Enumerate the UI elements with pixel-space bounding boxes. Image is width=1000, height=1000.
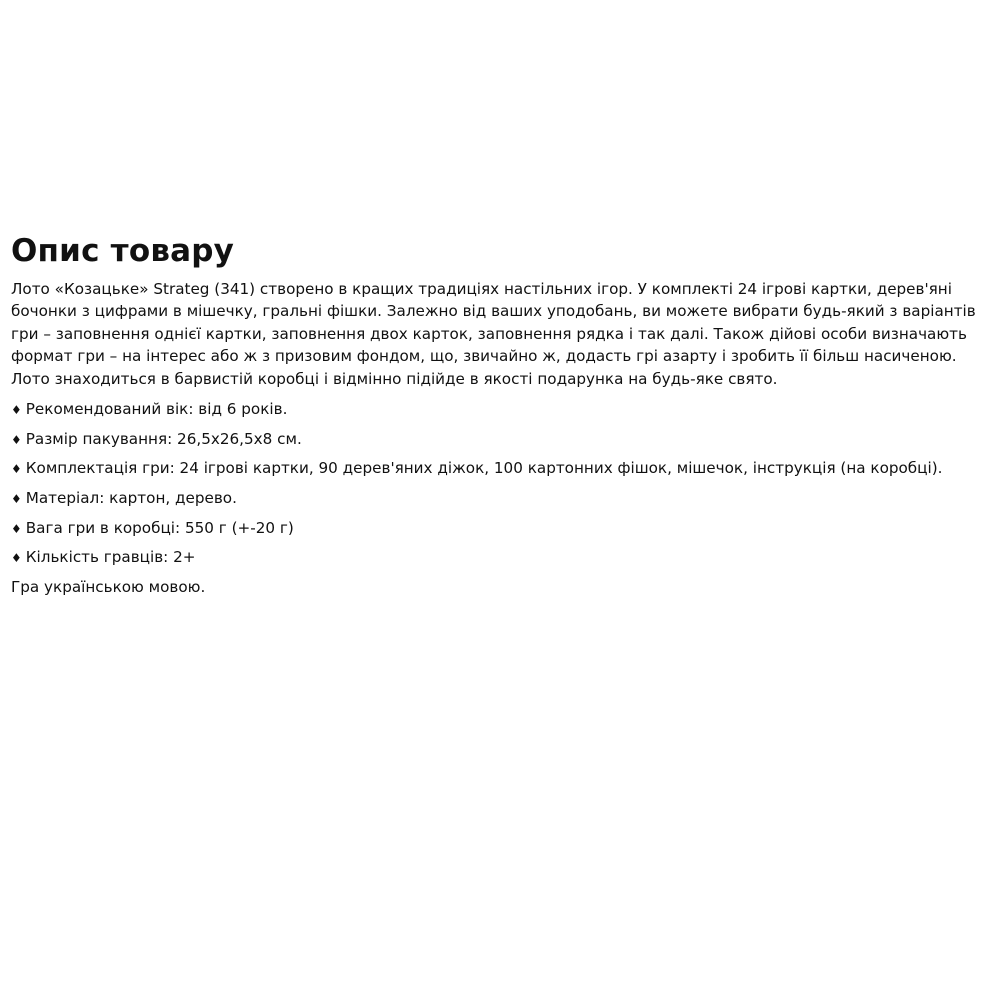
diamond-bullet-icon: ♦ — [11, 551, 22, 566]
product-description-section — [11, 229, 989, 599]
spec-text: Комплектація гри: 24 ігрові картки, 90 дерев'яних діжок, 100 картонних фішок, мішечок, інструкція (на коробці). — [25, 459, 943, 478]
spec-item-players — [11, 546, 989, 568]
language-note: Гра українською мовою. — [11, 578, 206, 597]
spec-item-age — [11, 398, 989, 420]
section-title: Опис товару — [11, 233, 235, 269]
spec-text: Вага гри в коробці: 550 г (+-20 г) — [25, 518, 294, 537]
diamond-bullet-icon: ♦ — [11, 492, 22, 507]
diamond-bullet-icon: ♦ — [11, 432, 22, 447]
spec-text: Кількість гравців: 2+ — [25, 548, 196, 567]
spec-text: Рекомендований вік: від 6 років. — [25, 400, 288, 419]
spec-item-package-size — [11, 428, 989, 450]
diamond-bullet-icon: ♦ — [11, 462, 22, 477]
diamond-bullet-icon: ♦ — [11, 403, 22, 418]
spec-item-material — [11, 487, 989, 509]
specs-list — [11, 398, 989, 569]
spec-text: Размір пакування: 26,5x26,5x8 см. — [25, 429, 302, 448]
description-paragraph: Лото «Козацьке» Strateg (341) створено в кращих традиціях настільних ігор. У комплекті 24 ігрові картки, дерев'яні бочонки з цифрами в мішечку, гральні фішки. Залежно від ваших уподобань, ви можете вибрати будь-який з варіантів гри – заповнення однієї картки, заповнення двох карток, заповнення рядка і так далі. Також дійові особи визначають формат гри – на інтерес або ж з призовим фондом, що, звичайно ж, додасть грі азарту і зробить її більш насиченою. Лото знаходиться в барвистій коробці і відмінно підійде в якості подарунка на будь-яке свято. — [11, 280, 976, 388]
spec-item-weight — [11, 517, 989, 539]
diamond-bullet-icon: ♦ — [11, 521, 22, 536]
spec-text: Матеріал: картон, дерево. — [25, 489, 237, 508]
spec-item-contents — [11, 457, 989, 479]
